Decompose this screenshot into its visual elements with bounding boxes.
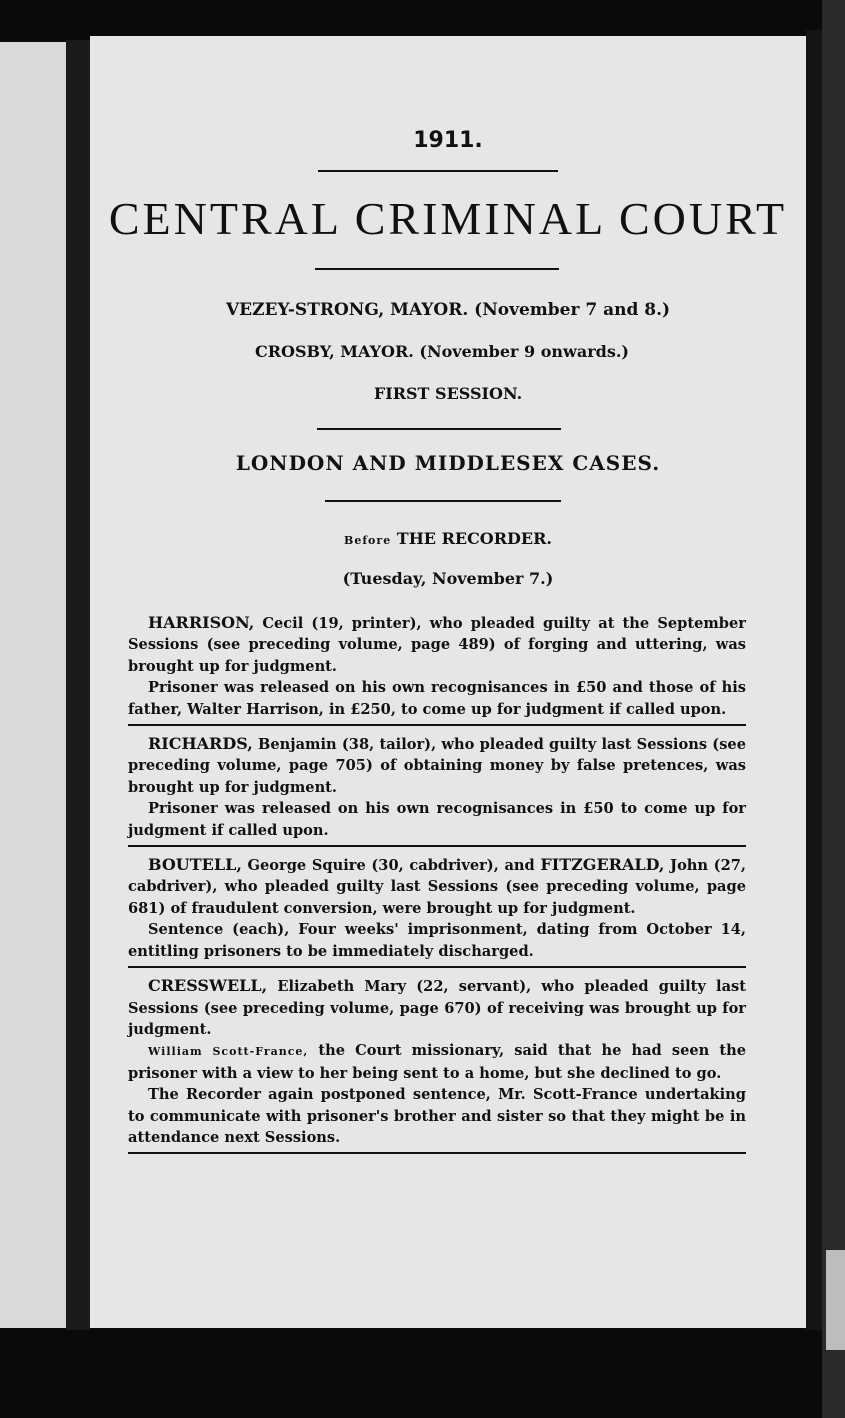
rule-under-title — [315, 268, 559, 270]
case-outcome: Sentence (each), Four weeks' imprisonment, dating from October 14, entitling prisoners to be immediately discharged. — [128, 921, 746, 960]
case-outcome: Prisoner was released on his own recognisances in £50 to come up for judgment if called upon. — [128, 800, 746, 839]
case-list — [128, 610, 746, 1159]
defendant-name: RICHARDS, — [148, 734, 253, 754]
case-summary — [128, 733, 746, 798]
case-charge: Elizabeth Mary (22, servant), who pleaded guilty last Sessions (see preceding volume, page 670) of receiving was brought up for judgment. — [128, 978, 746, 1038]
left-page-edge — [0, 42, 66, 1328]
session-line: FIRST SESSION. — [373, 384, 523, 403]
case-entry — [128, 852, 746, 968]
case-testimony — [128, 1040, 746, 1084]
right-page-edge — [806, 30, 822, 1330]
document-page — [90, 36, 806, 1328]
mayor-line-1: VEZEY-STRONG, MAYOR. (November 7 and 8.) — [225, 300, 671, 320]
year-heading: 1911. — [413, 128, 483, 153]
case-entry — [128, 731, 746, 847]
defendant-name: HARRISON, — [148, 613, 255, 632]
before-name: THE RECORDER. — [396, 529, 552, 548]
rule-top — [318, 170, 558, 172]
background-strip — [822, 0, 845, 1418]
case-entry — [128, 973, 746, 1154]
case-summary — [128, 975, 746, 1040]
background-light-patch — [826, 1250, 845, 1350]
case-outcome: The Recorder again postponed sentence, Mr. Scott-France undertaking to communicate with prisoner's brother and sister so that they might be in attendance next Sessions. — [128, 1086, 746, 1146]
defendant-name: BOUTELL, — [148, 855, 242, 875]
defendant-name-second: FITZGERALD, — [540, 855, 665, 875]
cases-heading: LONDON AND MIDDLESEX CASES. — [235, 451, 661, 475]
case-charge: Cecil (19, printer), who pleaded guilty at the September Sessions (see preceding volume, page 489) of forging and uttering, was brought up for judgment. — [128, 615, 746, 675]
before-prefix: Before — [344, 534, 392, 547]
book-spine — [66, 40, 90, 1330]
rule-under-session — [317, 428, 561, 430]
before-recorder-line — [90, 529, 806, 548]
case-charge: Benjamin (38, tailor), who pleaded guilty last Sessions (see preceding volume, page 705) of obtaining money by false pretences, was brought up for judgment. — [128, 736, 746, 796]
rule-under-cases-heading — [325, 500, 561, 502]
case-summary — [128, 854, 746, 919]
mayor-line-2: CROSBY, MAYOR. (November 9 onwards.) — [255, 342, 629, 361]
case-charge: John (27, cabdriver), who pleaded guilty last Sessions (see preceding volume, page 681) of fraudulent conversion, were brought up for judgment. — [128, 857, 746, 917]
witness-name: William Scott-France, — [148, 1045, 309, 1059]
session-date: (Tuesday, November 7.) — [342, 569, 554, 588]
case-summary — [128, 612, 746, 677]
witness-statement: the Court missionary, said that he had seen the prisoner with a view to her being sent to a home, but she declined to go. — [128, 1042, 746, 1082]
case-charge-part: George Squire (30, cabdriver), and — [241, 857, 541, 875]
case-outcome: Prisoner was released on his own recognisances in £50 and those of his father, Walter Harrison, in £250, to come up for judgment if called upon. — [128, 679, 746, 718]
case-entry — [128, 610, 746, 726]
court-title: CENTRAL CRIMINAL COURT — [108, 193, 788, 244]
defendant-name: CRESSWELL, — [148, 976, 268, 996]
